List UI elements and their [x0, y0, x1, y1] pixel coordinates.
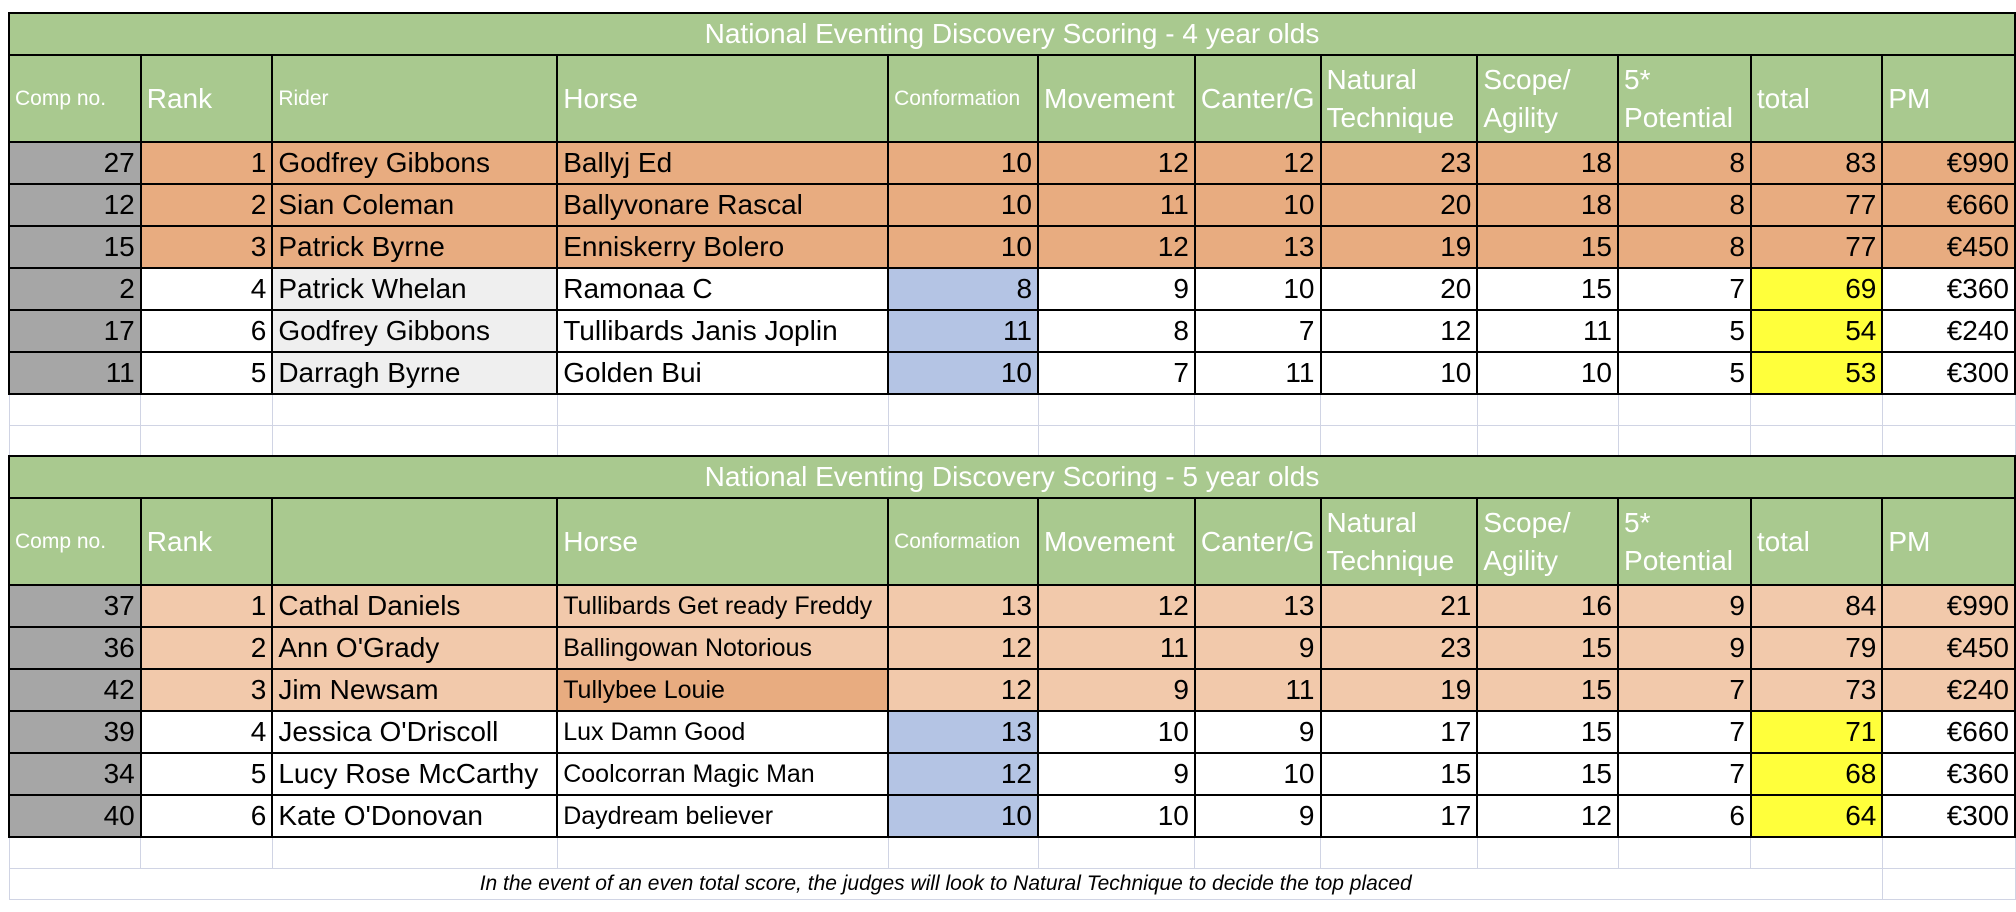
empty-row: [9, 837, 2015, 868]
comp-no-cell[interactable]: 36: [9, 627, 141, 669]
conformation-cell[interactable]: 10: [888, 795, 1038, 837]
scope-agility-cell[interactable]: 18: [1477, 184, 1618, 226]
footnote-row: [9, 868, 2015, 899]
conformation-cell[interactable]: 8: [888, 268, 1038, 310]
header-scope-agility[interactable]: Scope/ Agility: [1477, 55, 1618, 142]
empty-cell[interactable]: [1618, 425, 1751, 456]
potential-cell[interactable]: 7: [1618, 268, 1751, 310]
natural-technique-cell[interactable]: 12: [1321, 310, 1478, 352]
rider-cell[interactable]: Godfrey Gibbons: [272, 310, 557, 352]
header-rider[interactable]: [272, 498, 557, 585]
header-natural-technique[interactable]: Natural Technique: [1321, 55, 1478, 142]
canter-cell[interactable]: 10: [1195, 184, 1321, 226]
canter-cell[interactable]: 11: [1195, 669, 1321, 711]
canter-cell[interactable]: 9: [1195, 711, 1321, 753]
header-pm[interactable]: PM: [1882, 498, 2015, 585]
potential-cell[interactable]: 8: [1618, 142, 1751, 184]
horse-cell[interactable]: Golden Bui: [557, 352, 888, 394]
rank-cell[interactable]: 2: [141, 184, 273, 226]
total-cell[interactable]: 79: [1751, 627, 1882, 669]
results-grid: [8, 12, 2016, 900]
natural-technique-cell[interactable]: 20: [1321, 184, 1478, 226]
empty-cell[interactable]: [1882, 425, 2015, 456]
potential-cell[interactable]: 7: [1618, 711, 1751, 753]
empty-row: [9, 425, 2015, 456]
footnote[interactable]: In the event of an even total score, the judges will look to Natural Technique to decide the top placed: [9, 868, 1882, 899]
horse-cell[interactable]: Ballyvonare Rascal: [557, 184, 888, 226]
rank-cell[interactable]: 1: [141, 585, 273, 627]
empty-cell[interactable]: [141, 394, 273, 425]
horse-cell[interactable]: Lux Damn Good: [557, 711, 888, 753]
natural-technique-cell[interactable]: 17: [1321, 711, 1478, 753]
total-cell[interactable]: 69: [1751, 268, 1882, 310]
empty-cell[interactable]: [1038, 425, 1195, 456]
canter-cell[interactable]: 9: [1195, 627, 1321, 669]
column-header-row: [9, 498, 2015, 585]
total-cell[interactable]: 64: [1751, 795, 1882, 837]
header-horse[interactable]: Horse: [557, 55, 888, 142]
comp-no-cell[interactable]: 27: [9, 142, 141, 184]
header-canter[interactable]: Canter/G: [1195, 498, 1321, 585]
natural-technique-cell[interactable]: 23: [1321, 142, 1478, 184]
pm-cell[interactable]: €300: [1882, 352, 2015, 394]
result-row: [9, 669, 2015, 711]
natural-technique-cell[interactable]: 20: [1321, 268, 1478, 310]
empty-cell[interactable]: [1477, 394, 1618, 425]
horse-cell[interactable]: Ramonaa C: [557, 268, 888, 310]
canter-cell[interactable]: 9: [1195, 795, 1321, 837]
scope-agility-cell[interactable]: 15: [1477, 627, 1618, 669]
pm-cell[interactable]: €300: [1882, 795, 2015, 837]
empty-cell[interactable]: [9, 425, 141, 456]
conformation-cell[interactable]: 13: [888, 711, 1038, 753]
empty-cell[interactable]: [888, 425, 1038, 456]
conformation-cell[interactable]: 13: [888, 585, 1038, 627]
rider-cell[interactable]: Lucy Rose McCarthy: [272, 753, 557, 795]
natural-technique-cell[interactable]: 15: [1321, 753, 1478, 795]
rider-cell[interactable]: Godfrey Gibbons: [272, 142, 557, 184]
rank-cell[interactable]: 4: [141, 268, 273, 310]
empty-cell[interactable]: [1038, 394, 1195, 425]
pm-cell[interactable]: €660: [1882, 711, 2015, 753]
potential-cell[interactable]: 9: [1618, 585, 1751, 627]
rank-cell[interactable]: 6: [141, 795, 273, 837]
empty-cell[interactable]: [888, 837, 1038, 868]
comp-no-cell[interactable]: 11: [9, 352, 141, 394]
pm-cell[interactable]: €660: [1882, 184, 2015, 226]
header-5star-potential[interactable]: 5* Potential: [1618, 498, 1751, 585]
movement-cell[interactable]: 12: [1038, 226, 1195, 268]
result-row: [9, 142, 2015, 184]
empty-cell[interactable]: [272, 425, 557, 456]
potential-cell[interactable]: 7: [1618, 669, 1751, 711]
scope-agility-cell[interactable]: 15: [1477, 669, 1618, 711]
pm-cell[interactable]: €450: [1882, 627, 2015, 669]
empty-cell[interactable]: [1321, 425, 1478, 456]
pm-cell[interactable]: €450: [1882, 226, 2015, 268]
natural-technique-cell[interactable]: 19: [1321, 226, 1478, 268]
potential-cell[interactable]: 6: [1618, 795, 1751, 837]
header-conformation[interactable]: Conformation: [888, 55, 1038, 142]
empty-cell[interactable]: [1618, 394, 1751, 425]
result-row: [9, 310, 2015, 352]
rider-cell[interactable]: Ann O'Grady: [272, 627, 557, 669]
section-title[interactable]: National Eventing Discovery Scoring - 5 year olds: [9, 456, 2015, 498]
header-conformation[interactable]: Conformation: [888, 498, 1038, 585]
conformation-cell[interactable]: 12: [888, 669, 1038, 711]
movement-cell[interactable]: 7: [1038, 352, 1195, 394]
empty-cell[interactable]: [1038, 837, 1195, 868]
rider-cell[interactable]: Jim Newsam: [272, 669, 557, 711]
rider-cell[interactable]: Patrick Whelan: [272, 268, 557, 310]
empty-cell[interactable]: [1618, 837, 1751, 868]
header-movement[interactable]: Movement: [1038, 498, 1195, 585]
comp-no-cell[interactable]: 2: [9, 268, 141, 310]
empty-cell[interactable]: [557, 425, 888, 456]
potential-cell[interactable]: 7: [1618, 753, 1751, 795]
result-row: [9, 268, 2015, 310]
potential-cell[interactable]: 9: [1618, 627, 1751, 669]
total-cell[interactable]: 83: [1751, 142, 1882, 184]
result-row: [9, 352, 2015, 394]
pm-cell[interactable]: €990: [1882, 142, 2015, 184]
natural-technique-cell[interactable]: 17: [1321, 795, 1478, 837]
header-horse[interactable]: Horse: [557, 498, 888, 585]
potential-cell[interactable]: 8: [1618, 184, 1751, 226]
canter-cell[interactable]: 12: [1195, 142, 1321, 184]
rider-cell[interactable]: Kate O'Donovan: [272, 795, 557, 837]
rank-cell[interactable]: 5: [141, 753, 273, 795]
potential-cell[interactable]: 8: [1618, 226, 1751, 268]
comp-no-cell[interactable]: 40: [9, 795, 141, 837]
canter-cell[interactable]: 13: [1195, 585, 1321, 627]
total-cell[interactable]: 54: [1751, 310, 1882, 352]
horse-cell[interactable]: Tullybee Louie: [557, 669, 888, 711]
header-canter[interactable]: Canter/G: [1195, 55, 1321, 142]
total-cell[interactable]: 53: [1751, 352, 1882, 394]
section-title-row: [9, 456, 2015, 498]
movement-cell[interactable]: 11: [1038, 627, 1195, 669]
movement-cell[interactable]: 8: [1038, 310, 1195, 352]
pm-cell[interactable]: €240: [1882, 669, 2015, 711]
horse-cell[interactable]: Tullibards Janis Joplin: [557, 310, 888, 352]
movement-cell[interactable]: 11: [1038, 184, 1195, 226]
empty-cell[interactable]: [1751, 837, 1882, 868]
result-row: [9, 711, 2015, 753]
empty-cell[interactable]: [1882, 868, 2015, 899]
scope-agility-cell[interactable]: 11: [1477, 310, 1618, 352]
header-comp-no[interactable]: Comp no.: [9, 55, 141, 142]
header-scope-agility[interactable]: Scope/ Agility: [1477, 498, 1618, 585]
scope-agility-cell[interactable]: 12: [1477, 795, 1618, 837]
rank-cell[interactable]: 3: [141, 669, 273, 711]
empty-cell[interactable]: [1321, 837, 1478, 868]
movement-cell[interactable]: 12: [1038, 142, 1195, 184]
result-row: [9, 184, 2015, 226]
total-cell[interactable]: 71: [1751, 711, 1882, 753]
comp-no-cell[interactable]: 37: [9, 585, 141, 627]
total-cell[interactable]: 77: [1751, 226, 1882, 268]
empty-cell[interactable]: [1195, 837, 1321, 868]
empty-cell[interactable]: [1477, 425, 1618, 456]
natural-technique-cell[interactable]: 19: [1321, 669, 1478, 711]
empty-row: [9, 394, 2015, 425]
rider-cell[interactable]: Cathal Daniels: [272, 585, 557, 627]
pm-cell[interactable]: €360: [1882, 268, 2015, 310]
header-comp-no[interactable]: Comp no.: [9, 498, 141, 585]
empty-cell[interactable]: [141, 425, 273, 456]
movement-cell[interactable]: 9: [1038, 268, 1195, 310]
empty-cell[interactable]: [272, 837, 557, 868]
comp-no-cell[interactable]: 17: [9, 310, 141, 352]
column-header-row: [9, 55, 2015, 142]
empty-cell[interactable]: [557, 394, 888, 425]
canter-cell[interactable]: 13: [1195, 226, 1321, 268]
potential-cell[interactable]: 5: [1618, 310, 1751, 352]
rank-cell[interactable]: 1: [141, 142, 273, 184]
pm-cell[interactable]: €990: [1882, 585, 2015, 627]
pm-cell[interactable]: €360: [1882, 753, 2015, 795]
rank-cell[interactable]: 4: [141, 711, 273, 753]
conformation-cell[interactable]: 10: [888, 226, 1038, 268]
empty-cell[interactable]: [9, 394, 141, 425]
scope-agility-cell[interactable]: 15: [1477, 753, 1618, 795]
result-row: [9, 627, 2015, 669]
comp-no-cell[interactable]: 39: [9, 711, 141, 753]
conformation-cell[interactable]: 12: [888, 753, 1038, 795]
canter-cell[interactable]: 11: [1195, 352, 1321, 394]
result-row: [9, 226, 2015, 268]
spreadsheet: [8, 12, 2016, 900]
header-pm[interactable]: PM: [1882, 55, 2015, 142]
header-5star-potential[interactable]: 5* Potential: [1618, 55, 1751, 142]
rank-cell[interactable]: 6: [141, 310, 273, 352]
result-row: [9, 753, 2015, 795]
empty-cell[interactable]: [141, 837, 273, 868]
canter-cell[interactable]: 7: [1195, 310, 1321, 352]
rider-cell[interactable]: Darragh Byrne: [272, 352, 557, 394]
scope-agility-cell[interactable]: 10: [1477, 352, 1618, 394]
header-total[interactable]: total: [1751, 55, 1882, 142]
comp-no-cell[interactable]: 12: [9, 184, 141, 226]
canter-cell[interactable]: 10: [1195, 268, 1321, 310]
empty-cell[interactable]: [1477, 837, 1618, 868]
scope-agility-cell[interactable]: 16: [1477, 585, 1618, 627]
total-cell[interactable]: 84: [1751, 585, 1882, 627]
rank-cell[interactable]: 2: [141, 627, 273, 669]
movement-cell[interactable]: 12: [1038, 585, 1195, 627]
natural-technique-cell[interactable]: 10: [1321, 352, 1478, 394]
empty-cell[interactable]: [1195, 394, 1321, 425]
rank-cell[interactable]: 5: [141, 352, 273, 394]
empty-cell[interactable]: [888, 394, 1038, 425]
horse-cell[interactable]: Tullibards Get ready Freddy: [557, 585, 888, 627]
scope-agility-cell[interactable]: 15: [1477, 268, 1618, 310]
total-cell[interactable]: 73: [1751, 669, 1882, 711]
conformation-cell[interactable]: 10: [888, 352, 1038, 394]
movement-cell[interactable]: 10: [1038, 711, 1195, 753]
empty-cell[interactable]: [557, 837, 888, 868]
empty-cell[interactable]: [1882, 837, 2015, 868]
header-rank[interactable]: Rank: [141, 498, 273, 585]
horse-cell[interactable]: Ballingowan Notorious: [557, 627, 888, 669]
empty-cell[interactable]: [9, 837, 141, 868]
conformation-cell[interactable]: 11: [888, 310, 1038, 352]
rider-cell[interactable]: Patrick Byrne: [272, 226, 557, 268]
comp-no-cell[interactable]: 42: [9, 669, 141, 711]
comp-no-cell[interactable]: 34: [9, 753, 141, 795]
pm-cell[interactable]: €240: [1882, 310, 2015, 352]
movement-cell[interactable]: 10: [1038, 795, 1195, 837]
movement-cell[interactable]: 9: [1038, 753, 1195, 795]
horse-cell[interactable]: Ballyj Ed: [557, 142, 888, 184]
header-natural-technique[interactable]: Natural Technique: [1321, 498, 1478, 585]
horse-cell[interactable]: Enniskerry Bolero: [557, 226, 888, 268]
section-title-row: [9, 13, 2015, 55]
movement-cell[interactable]: 9: [1038, 669, 1195, 711]
total-cell[interactable]: 68: [1751, 753, 1882, 795]
canter-cell[interactable]: 10: [1195, 753, 1321, 795]
empty-cell[interactable]: [1195, 425, 1321, 456]
potential-cell[interactable]: 5: [1618, 352, 1751, 394]
natural-technique-cell[interactable]: 23: [1321, 627, 1478, 669]
header-rider[interactable]: Rider: [272, 55, 557, 142]
result-row: [9, 585, 2015, 627]
natural-technique-cell[interactable]: 21: [1321, 585, 1478, 627]
result-row: [9, 795, 2015, 837]
horse-cell[interactable]: Coolcorran Magic Man: [557, 753, 888, 795]
scope-agility-cell[interactable]: 15: [1477, 711, 1618, 753]
empty-cell[interactable]: [1321, 394, 1478, 425]
scope-agility-cell[interactable]: 15: [1477, 226, 1618, 268]
header-rank[interactable]: Rank: [141, 55, 273, 142]
empty-cell[interactable]: [1751, 425, 1882, 456]
section-title[interactable]: National Eventing Discovery Scoring - 4 year olds: [9, 13, 2015, 55]
rider-cell[interactable]: Sian Coleman: [272, 184, 557, 226]
horse-cell[interactable]: Daydream believer: [557, 795, 888, 837]
empty-cell[interactable]: [272, 394, 557, 425]
total-cell[interactable]: 77: [1751, 184, 1882, 226]
conformation-cell[interactable]: 10: [888, 142, 1038, 184]
empty-cell[interactable]: [1882, 394, 2015, 425]
header-movement[interactable]: Movement: [1038, 55, 1195, 142]
empty-cell[interactable]: [1751, 394, 1882, 425]
comp-no-cell[interactable]: 15: [9, 226, 141, 268]
rank-cell[interactable]: 3: [141, 226, 273, 268]
conformation-cell[interactable]: 12: [888, 627, 1038, 669]
header-total[interactable]: total: [1751, 498, 1882, 585]
scope-agility-cell[interactable]: 18: [1477, 142, 1618, 184]
rider-cell[interactable]: Jessica O'Driscoll: [272, 711, 557, 753]
conformation-cell[interactable]: 10: [888, 184, 1038, 226]
